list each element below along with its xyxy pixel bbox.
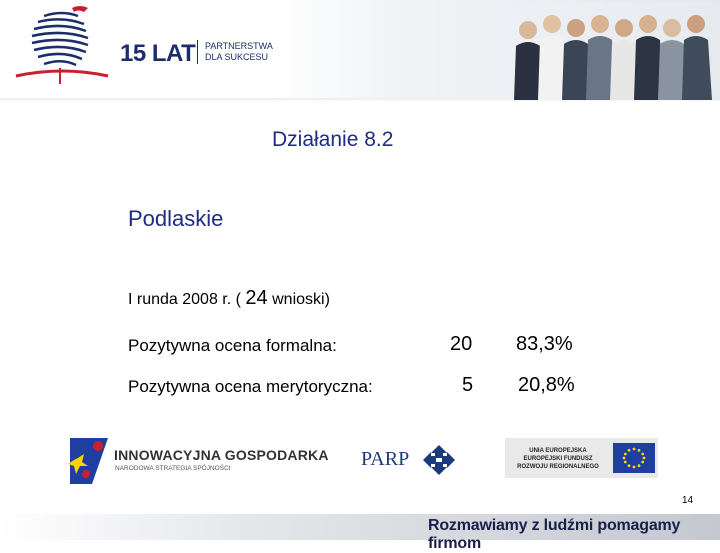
logo-main-text: 15 LAT [120,40,196,67]
footer-tagline: Rozmawiamy z ludźmi pomagamy firmom [428,517,681,552]
page-number: 14 [682,495,694,506]
merit-eval-percent: 20,8% [518,374,575,396]
section-heading: Działanie 8.2 [272,128,394,151]
eu-line-3: ROZWOJU REGIONALNEGO [517,464,599,470]
formal-eval-percent: 83,3% [516,333,573,355]
parp-arrows-icon [422,444,456,476]
logo-separator [197,40,198,64]
merit-eval-label: Pozytywna ocena merytoryczna: [128,377,373,396]
merit-eval-count: 5 [462,374,474,396]
formal-eval-label: Pozytywna ocena formalna: [128,336,337,355]
people-handshake-image [488,2,720,100]
ig-subtitle: NARODOWA STRATEGIA SPÓJNOŚCI [115,465,231,472]
round-count: 24 [245,287,268,309]
region-name: Podlaskie [128,206,224,231]
eu-line-2: EUROPEJSKI FUNDUSZ [523,456,593,462]
logo-subtitle-line2: DLA SUKCESU [205,52,269,62]
formal-eval-count: 20 [450,333,473,355]
eu-flag-icon [613,443,655,473]
ig-title: INNOWACYJNA GOSPODARKA [114,447,329,463]
eu-line-1: UNIA EUROPEJSKA [529,448,587,454]
parp-logo-text: PARP [361,448,410,470]
logo-subtitle-line1: PARTNERSTWA [205,41,273,51]
partnership-logo-icon [14,2,110,88]
eu-fund-text [510,447,606,471]
round-prefix: I runda 2008 r. ( [128,291,241,308]
logo-subtitle [205,41,273,63]
round-suffix: wnioski) [272,291,330,308]
round-summary [128,287,330,310]
